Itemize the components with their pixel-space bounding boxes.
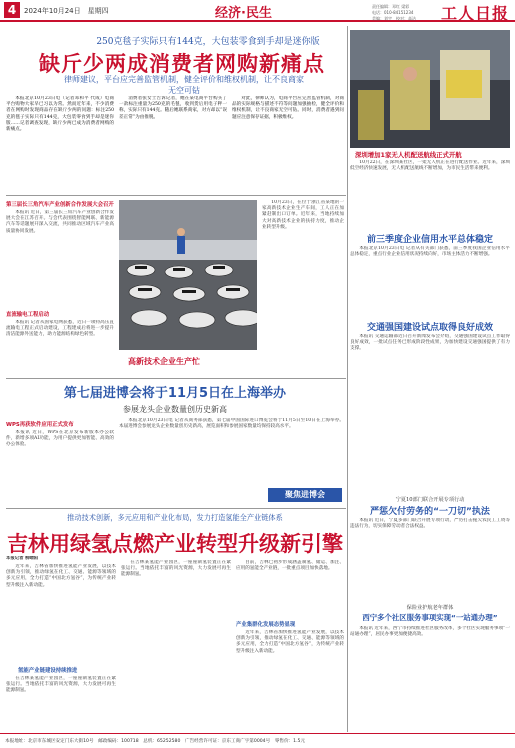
right-photo-caption: 深圳增加1家无人机配送航线正式开航 xyxy=(355,151,462,159)
right-story-title: 严惩欠付劳务的“一刀切”执法 xyxy=(370,507,490,517)
factory-illustration xyxy=(119,200,257,350)
lead-subhead: 律师建议，平台应完善监管机制，健全评价和维权机制，让不良商家无空可钻 xyxy=(64,75,304,95)
lead-body-col3 xyxy=(232,96,344,190)
bottom-text: 近年来，吉林省加快推进氢能产业发展，以技术创新为引领，推动绿氢在化工、交通、能源等领域的多元应用，全力打造“中国北方氢谷”，为传统产业转型升级注入新动能。 xyxy=(6,564,116,588)
right-story-title: 交通强国建设试点取得良好成效 xyxy=(366,323,493,333)
drone-illustration xyxy=(350,30,510,148)
drone-photo xyxy=(350,30,510,148)
section-title: 经济·民生 xyxy=(215,6,272,21)
bottom-kicker: 推动技术创新，多元应用和产业化布局，发力打造氢能全产业链体系 xyxy=(67,513,283,522)
meta-line: 电话：010-84151234 xyxy=(372,10,414,15)
right-story-text: 本报讯 近年来，西宁市持续推进社区服务改革，多个社区实现服务事项“一站通办理”，居民办事更加便捷高效。 xyxy=(350,626,510,638)
lead-body: 本报北京10月23日电（记者邓和平 代成）电商平台购物大家早已习以为常。然而近年来，不少消费者在网购时发现商品存在缺斤少两的问题：标注250克的毯子实际只有144克，大包装零食到手却是迷你版……记者调查发现，缺斤少两已成为消费者网购的新痛点。 xyxy=(6,96,114,133)
right-story-body xyxy=(350,334,510,414)
center-text: 10月23日，在位于浙江省某地的一家高新技术企业生产车间，工人正在加紧赶制出口订单。近年来，当地持续加大对高新技术企业的扶持力度，推动企业转型升级。 xyxy=(262,200,344,230)
bottom-text2: 在吉林某氢能产业园区，一座座制氢装置正在紧张运行。当地依托丰富的风光资源，大力发展可再生能源制氢。 xyxy=(6,676,116,694)
bottom-subtitle: 产业集群化发展态势显现 xyxy=(236,622,296,628)
right-story-kicker: 保险业护航老年群体 xyxy=(406,605,454,611)
right-story-text: 本报讯 交通运输部近日召开新闻发布会介绍，交通强国建设试点工作取得良好成效，一批试点任务已形成阶段性成果，为加快建设交通强国提供了有力支撑。 xyxy=(350,334,510,352)
factory-photo xyxy=(119,200,257,350)
divider xyxy=(6,195,346,196)
right-story-body xyxy=(350,518,510,598)
right-story-body xyxy=(350,626,510,730)
bottom-text2-col2: 在吉林某氢能产业园区，一座座制氢装置正在紧张运行。当地依托丰富的风光资源，大力发展可再生能源制氢。 xyxy=(121,560,231,578)
right-photo-body: 10月22日，在深圳某社区，一架无人机正在进行配送作业。近年来，深圳低空经济快速发展，无人机配送航线不断增加，为市民生活带来便利。 xyxy=(350,160,510,172)
left-story-body xyxy=(6,210,114,306)
bottom-byline: 本报记者 柳晴阳 xyxy=(6,556,39,561)
left-story-body xyxy=(6,320,114,416)
page-number: 4 xyxy=(4,2,20,18)
mid-story-text: 本报北京10月23日电 记者从商务部获悉，第七届中国国际进口博览会将于11月5日至10日在上海举办。本届进博会参展龙头企业数量创历史新高，展览面积和参展国家数量均保持较高水平。 xyxy=(119,418,344,430)
lead-kicker: 250克毯子实际只有144克，大包装零食到手却是迷你版 xyxy=(96,37,320,47)
mid-story-title: 第七届进博会将于11月5日在上海举办 xyxy=(63,386,287,401)
center-photo-text xyxy=(262,200,344,370)
bottom-body-col1b xyxy=(6,676,116,730)
right-photo-text xyxy=(350,160,510,214)
meta-line: 美编：刘宇 校对：高洁 xyxy=(372,16,416,21)
lead-headline: 缺斤少两成消费者网购新痛点 xyxy=(39,52,325,76)
left-story-text: 本报讯 记者从国家电网获悉，近日一项特高压直流输电工程正式启动建设，工程建成后将进一步提升清洁能源外送能力，助力能源结构绿色转型。 xyxy=(6,320,114,338)
left-story-body xyxy=(6,430,114,490)
bottom-body-col1 xyxy=(6,564,116,662)
bottom-text3: 目前，吉林已初步形成涵盖制氢、储运、加注、应用的氢能全产业链，一批重点项目加快落地。 xyxy=(236,560,344,572)
center-photo-caption: 高新技术企业生产忙 xyxy=(128,357,200,366)
editor-meta xyxy=(372,4,416,22)
left-story-title: 直流输电工程启动 xyxy=(6,312,50,318)
divider xyxy=(6,508,346,509)
lead-body-col1 xyxy=(6,96,114,190)
lead-body-col2 xyxy=(119,96,227,190)
issue-date: 2024年10月24日 星期四 xyxy=(24,7,109,15)
newspaper-logo: 工人日报 xyxy=(440,4,509,23)
bottom-body-col2 xyxy=(121,560,231,730)
right-story-title: 西宁多个社区服务事项实现“一站通办理” xyxy=(362,613,498,622)
left-story-text: 本报讯 近日，WPS在北京发布新版本办公软件，新增多项AI功能，为用户提供更加智能、高效的办公体验。 xyxy=(6,430,114,448)
lead-col3-text: 对此，律师认为，电商平台应完善监管机制，对商品的实际规格与描述不符等问题加强抽检，健全评价和维权机制，让不良商家无空可钻。同时，消费者遇到问题应注意保存证据，积极维权。 xyxy=(232,96,344,120)
bottom-headline: 吉林用绿氢点燃产业转型升级新引擎 xyxy=(7,532,343,556)
left-story-title: 第三届长三角汽车产业创新合作发展大会召开 xyxy=(6,202,114,208)
right-story-text: 本报讯 近日，宁夏多部门联合开展专项行动，严厉打击拖欠农民工工资等违法行为，切实保障劳动者合法权益。 xyxy=(350,518,510,530)
bottom-text-col3: 近年来，吉林省加快推进氢能产业发展，以技术创新为引领，推动绿氢在化工、交通、能源等领域的多元应用，全力打造“中国北方氢谷”，为传统产业转型升级注入新动能。 xyxy=(236,630,344,654)
bottom-subtitle: 氢能产业链建设持续推进 xyxy=(18,668,78,674)
bottom-body-col3b xyxy=(236,630,344,730)
right-story-body xyxy=(350,246,510,316)
right-story-kicker: 宁夏10部门联合开展专项行动 xyxy=(395,497,465,503)
mid-story-subtitle: 参展龙头企业数量创历史新高 xyxy=(123,405,227,414)
bottom-body-col3 xyxy=(236,560,344,618)
left-story-text: 本报讯 近日，第三届长三角汽车产业创新合作发展大会在江苏召开。与会代表围绕智能网联、新能源汽车等话题展开深入交流，共同推动区域汽车产业高质量协同发展。 xyxy=(6,210,114,234)
column-divider xyxy=(347,26,348,732)
right-story-title: 前三季度企业信用水平总体稳定 xyxy=(366,235,493,245)
meta-line: 责任编辑：邓红 梁彩 xyxy=(372,4,410,9)
page-footer: 本报地址：北京市东城区安定门东大街10号 邮政编码：100718 总机：65252580 广告经营许可证：京东工商广字第0004号 零售价：1.5元 xyxy=(0,733,515,748)
right-story-text: 本报北京10月23日电 记者从有关部门获悉，前三季度我国企业信用水平总体稳定，重点行业企业信用状况持续向好，市场主体活力不断增强。 xyxy=(350,246,510,258)
lead-col2-text: 消费者张女士告诉记者，她在某电商平台购买了一款标注重量为250克的毛毯，收到货后用电子秤一称，实际只有144克。随后她联系商家，对方却以“误差正常”为由推脱。 xyxy=(119,96,227,120)
masthead xyxy=(0,0,515,22)
divider xyxy=(6,378,346,379)
expo-badge: 聚焦进博会 xyxy=(268,488,342,502)
left-story-title: WPS再获软件应用正式发布 xyxy=(6,422,74,428)
